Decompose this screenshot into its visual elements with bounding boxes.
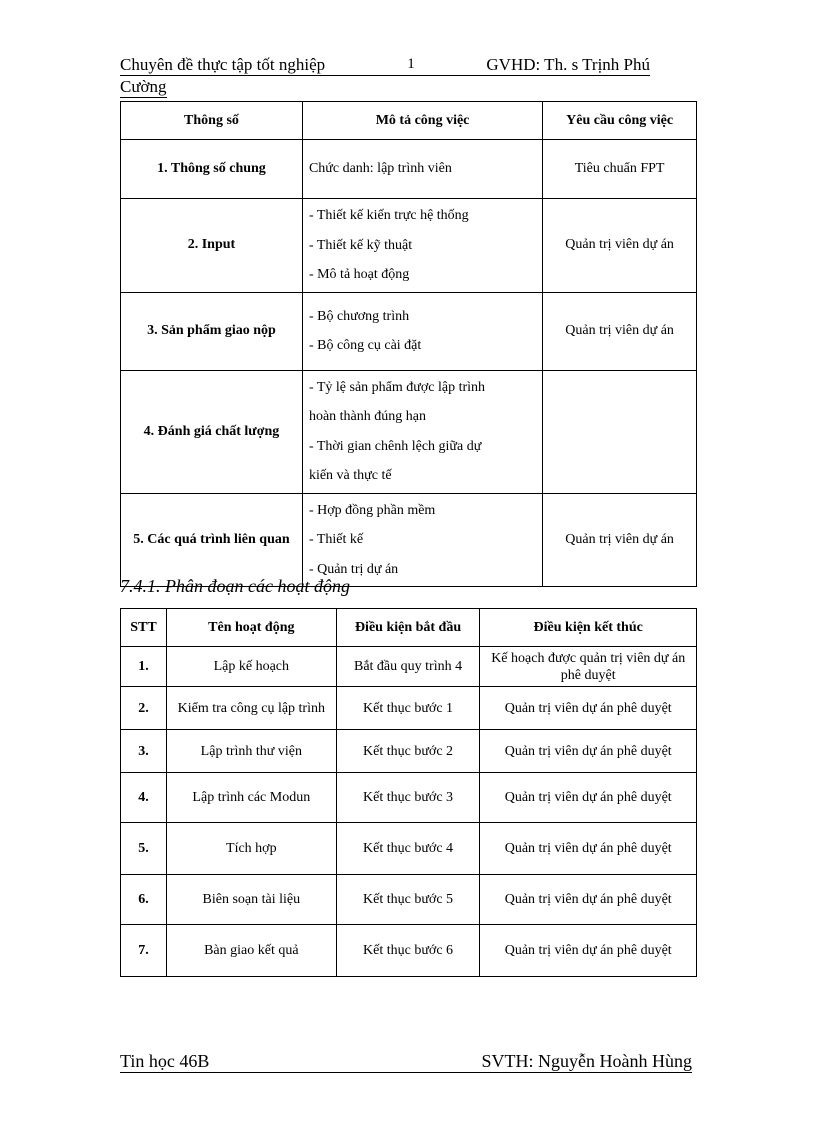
table-row [121,199,697,293]
table-row [121,647,697,687]
activity-name-cell: Lập trình các Modun [166,773,336,823]
footer-class: Tin học 46B [120,1051,210,1071]
activity-name-cell: Biên soạn tài liệu [166,875,336,925]
table-row [121,823,697,875]
desc-line: - Thiết kế [308,532,364,547]
table-row [121,493,697,587]
end-condition-cell: Quản trị viên dự án phê duyệt [480,823,697,875]
page-number: 1 [407,56,415,72]
column-header: Thông số [121,102,303,140]
table-row [121,140,697,199]
desc-cell [302,140,542,199]
table-row [121,687,697,730]
end-condition-cell: Quản trị viên dự án phê duyệt [480,773,697,823]
table-row [121,773,697,823]
desc-line: kiến và thực tế [308,468,392,483]
desc-line: - Thiết kế kiến trực hệ thống [308,208,469,223]
header-supervisor-cont: Cường [120,77,167,96]
param-cell: 3. Sản phẩm giao nộp [121,292,303,370]
stt-cell: 5. [121,823,167,875]
desc-line: - Hợp đồng phần mềm [308,502,436,518]
page-footer [120,1050,692,1073]
end-condition-cell: Quản trị viên dự án phê duyệt [480,730,697,773]
activity-name-cell: Tích hợp [166,823,336,875]
table-header-row [121,609,697,647]
table-row [121,925,697,977]
req-cell: Quản trị viên dự án [543,199,697,293]
param-cell: 5. Các quá trình liên quan [121,493,303,587]
section-title: 7.4.1. Phân đoạn các hoạt động [120,576,350,596]
activity-name-cell: Lập trình thư viện [166,730,336,773]
desc-line: - Thời gian chênh lệch giữa dự [308,438,482,454]
header-line [120,54,650,76]
start-condition-cell: Kết thục bước 4 [336,823,480,875]
end-condition-cell: Quản trị viên dự án phê duyệt [480,687,697,730]
desc-line: - Bộ chương trình [308,308,410,324]
job-spec-table [120,101,697,587]
desc-line: Chức danh: lập trình viên [308,161,452,177]
activity-name-cell: Lập kế hoạch [166,647,336,687]
footer-student: SVTH: Nguyễn Hoành Hùng [481,1051,692,1071]
header-topic: Chuyên đề thực tập tốt nghiệp [120,55,326,74]
req-cell: Tiêu chuẩn FPT [543,140,697,199]
column-header: Yêu cầu công việc [543,102,697,140]
end-condition-cell: Kế hoạch được quản trị viên dự án phê duyệt [480,647,697,687]
start-condition-cell: Kết thục bước 1 [336,687,480,730]
stt-cell: 6. [121,875,167,925]
end-condition-cell: Quản trị viên dự án phê duyệt [480,875,697,925]
req-cell [543,370,697,493]
param-cell: 4. Đánh giá chất lượng [121,370,303,493]
desc-line: - Bộ công cụ cài đặt [308,338,422,353]
table-header-row [121,102,697,140]
column-header: Điều kiện bắt đầu [336,609,480,647]
table-row [121,292,697,370]
param-cell: 2. Input [121,199,303,293]
stt-cell: 7. [121,925,167,977]
column-header: STT [121,609,167,647]
stt-cell: 4. [121,773,167,823]
end-condition-cell: Quản trị viên dự án phê duyệt [480,925,697,977]
desc-line: hoàn thành đúng hạn [308,409,426,424]
activity-table [120,608,697,977]
desc-line: - Thiết kế kỹ thuật [308,237,413,253]
desc-cell [302,199,542,293]
table-row [121,875,697,925]
req-cell: Quản trị viên dự án [543,292,697,370]
table-row [121,370,697,493]
param-cell: 1. Thông số chung [121,140,303,199]
column-header: Tên hoạt động [166,609,336,647]
desc-line: - Mô tả hoạt động [308,267,410,282]
header-supervisor: GVHD: Th. s Trịnh Phú [486,55,650,74]
table-row [121,730,697,773]
stt-cell: 3. [121,730,167,773]
stt-cell: 2. [121,687,167,730]
start-condition-cell: Kết thục bước 3 [336,773,480,823]
start-condition-cell: Kết thục bước 2 [336,730,480,773]
stt-cell: 1. [121,647,167,687]
column-header: Mô tả công việc [302,102,542,140]
column-header: Điều kiện kết thúc [480,609,697,647]
desc-cell [302,370,542,493]
desc-cell [302,493,542,587]
activity-name-cell: Bàn giao kết quả [166,925,336,977]
desc-cell [302,292,542,370]
start-condition-cell: Kết thục bước 5 [336,875,480,925]
activity-name-cell: Kiểm tra công cụ lập trình [166,687,336,730]
desc-line: - Quản trị dự án [308,561,399,577]
req-cell: Quản trị viên dự án [543,493,697,587]
page-header [120,54,650,98]
start-condition-cell: Bắt đầu quy trình 4 [336,647,480,687]
desc-line: - Tỷ lệ sản phẩm được lập trình [308,379,486,395]
start-condition-cell: Kết thục bước 6 [336,925,480,977]
